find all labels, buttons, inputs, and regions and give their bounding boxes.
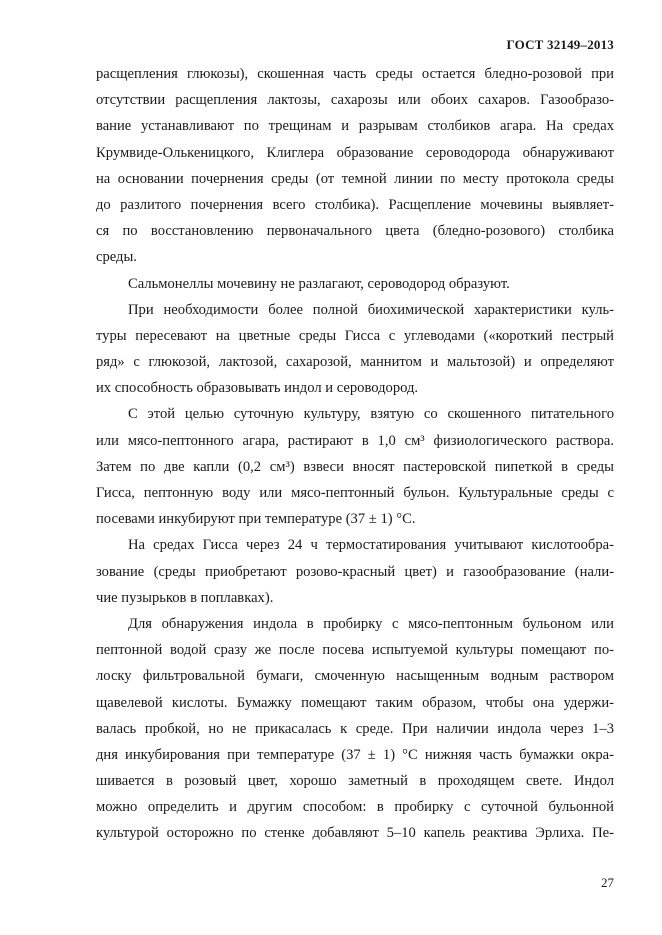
text-line: на основании почернения среды (от темной линии по месту протокола среды	[96, 170, 614, 187]
text-line: Затем по две капли (0,2 см³) взвеси вносят пастеровской пипеткой в среды	[96, 458, 614, 475]
document-body	[96, 61, 614, 847]
text-line: валась пробкой, но не прикасалась к среде. При наличии индола через 1–3	[96, 720, 614, 737]
text-line: культурой осторожно по стенке добавляют 5–10 капель реактива Эрлиха. Пе-	[96, 825, 614, 842]
text-line: щавелевой кислоты. Бумажку помещают таким образом, чтобы она удержи-	[96, 694, 614, 711]
paragraph	[96, 61, 614, 271]
text-line: Гисса, пептонную воду или мясо-пептонный бульон. Культуральные среды с	[96, 485, 614, 501]
text-line: Сальмонеллы мочевину не разлагают, сероводород образуют.	[128, 275, 510, 292]
text-line: зование (среды приобретают розово-красный цвет) и газообразование (нали-	[96, 563, 614, 580]
paragraph	[96, 532, 614, 611]
page-number: 27	[601, 875, 614, 890]
text-line: среды.	[96, 249, 137, 266]
text-line: вание устанавливают по трещинам и разрывам столбиков агара. На средах	[96, 118, 614, 135]
text-line: дня инкубирования при температуре (37 ± 1) °С нижняя часть бумажки окра-	[96, 746, 614, 763]
text-line: чие пузырьков в поплавках).	[96, 589, 274, 606]
text-line: Для обнаружения индола в пробирку с мясо-пептонным бульоном или	[128, 615, 614, 632]
text-line: туры пересевают на цветные среды Гисса с углеводами («короткий пестрый	[96, 327, 614, 344]
text-line: их способность образовывать индол и сероводород.	[96, 380, 419, 397]
text-line: можно определить и другим способом: в пробирку с суточной бульонной	[96, 799, 614, 816]
text-line: Крумвиде-Олькеницкого, Клиглера образование сероводорода обнаруживают	[96, 144, 614, 161]
paragraph	[96, 271, 614, 297]
text-line: или мясо-пептонного агара, растирают в 1,0 см³ физиологического раствора.	[96, 432, 614, 449]
text-line: расщепления глюкозы), скошенная часть среды остается бледно-розовой при	[96, 66, 614, 82]
text-line: до разлитого почернения всего столбика). Расщепление мочевины выявляет-	[96, 196, 614, 213]
text-line: При необходимости более полной биохимической характеристики куль-	[128, 301, 614, 318]
text-line: С этой целью суточную культуру, взятую со скошенного питательного	[128, 406, 614, 423]
paragraph	[96, 297, 614, 402]
text-line: лоску фильтровальной бумаги, смоченную насыщенным водным раствором	[96, 668, 614, 685]
text-line: посевами инкубируют при температуре (37 ± 1) °С.	[96, 511, 416, 528]
text-line: На средах Гисса через 24 ч термостатирования учитывают кислотообра-	[128, 537, 614, 554]
text-line: ряд» с глюкозой, лактозой, сахарозой, маннитом и мальтозой) и определяют	[96, 354, 614, 371]
paragraph	[96, 611, 614, 847]
text-line: ся по восстановлению первоначального цвета (бледно-розового) столбика	[96, 223, 614, 240]
paragraph	[96, 401, 614, 532]
text-line: пептонной водой сразу же после посева испытуемой культуры помещают по-	[96, 642, 614, 659]
document-standard-header: ГОСТ 32149–2013	[506, 37, 614, 52]
text-line: шивается в розовый цвет, хорошо заметный в проходящем свете. Индол	[96, 773, 614, 790]
text-line: отсутствии расщепления лактозы, сахарозы или обоих сахаров. Газообразо-	[96, 92, 614, 109]
